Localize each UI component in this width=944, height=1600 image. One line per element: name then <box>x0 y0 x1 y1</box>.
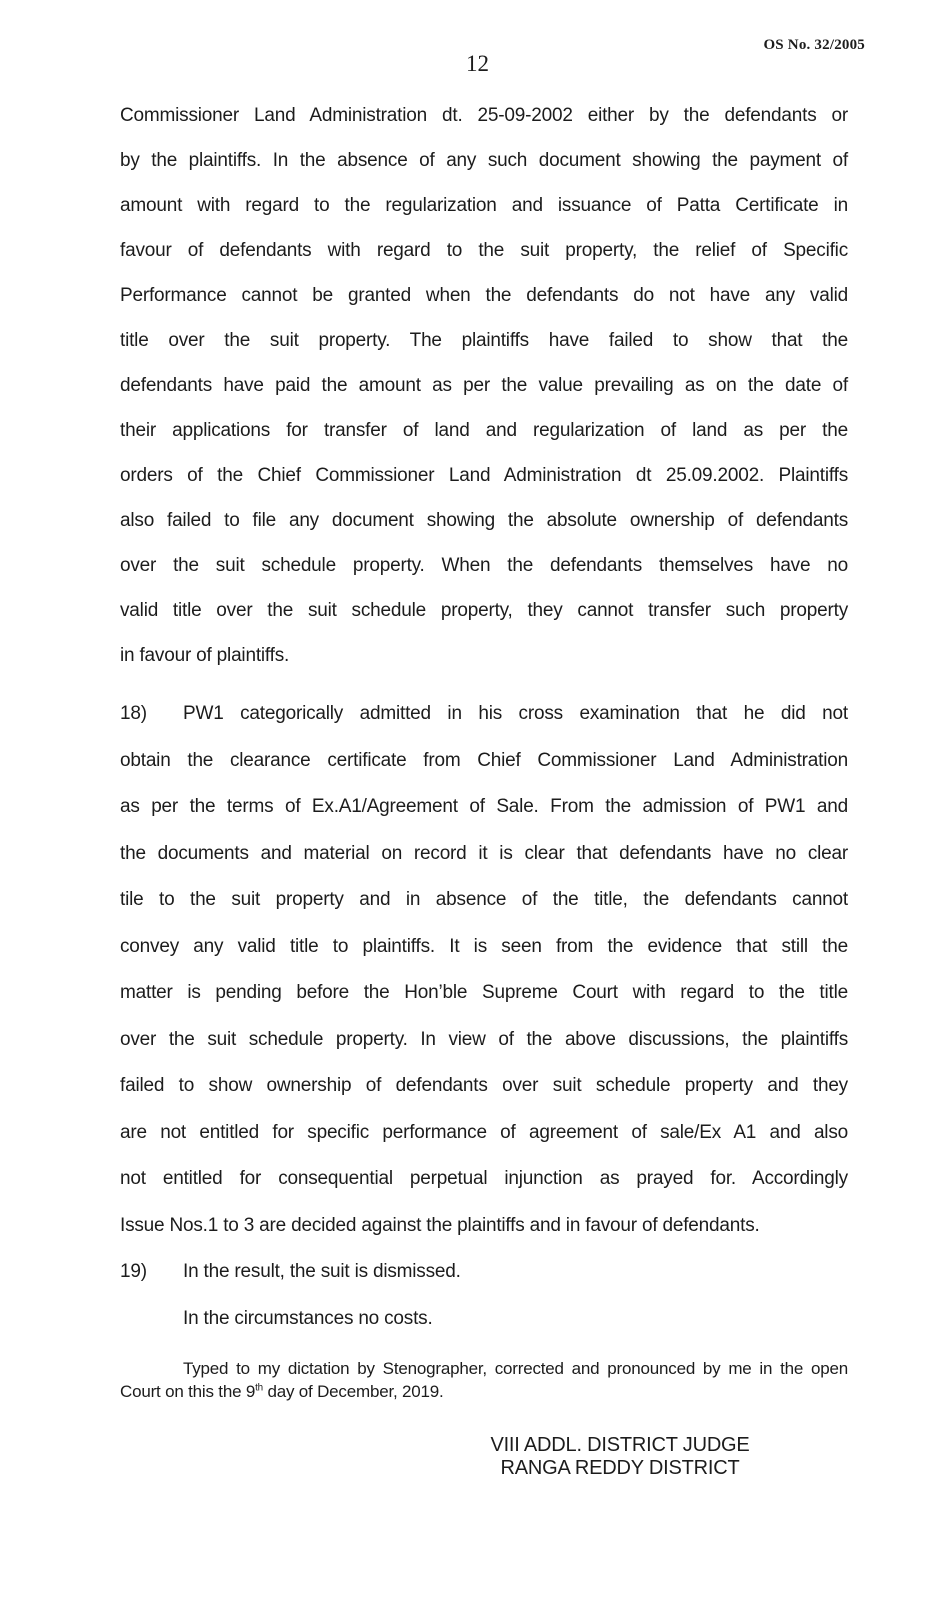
dictation-line-2-prefix: Court on this the 9 <box>120 1382 256 1401</box>
dictation-line-2 <box>120 1380 848 1403</box>
page-number: 12 <box>466 51 489 76</box>
paragraph-number: 19) <box>120 1261 147 1282</box>
text-line <box>120 738 848 785</box>
text-line <box>120 363 848 408</box>
text-line-content: are not entitled for specific performance of agreement of sale/Ex A1 and also <box>120 1121 848 1143</box>
text-line <box>120 1296 848 1343</box>
text-line-content: in favour of plaintiffs. <box>120 645 290 666</box>
text-line-content: over the suit schedule property. In view of the above discussions, the plaintiffs <box>120 1028 848 1050</box>
paragraph-continuation <box>120 93 848 678</box>
text-line-content: PW1 categorically admitted in his cross examination that he did not <box>183 703 848 724</box>
text-line <box>120 498 848 543</box>
text-line <box>120 1249 848 1296</box>
text-line <box>120 877 848 924</box>
text-line-content: favour of defendants with regard to the suit property, the relief of Specific <box>120 240 848 261</box>
judge-title: VIII ADDL. DISTRICT JUDGE <box>490 1434 750 1456</box>
text-line <box>120 633 848 678</box>
text-line <box>120 453 848 498</box>
text-line <box>120 1203 848 1250</box>
text-line-content: as per the terms of Ex.A1/Agreement of Sale. From the admission of PW1 and <box>120 796 848 817</box>
text-line <box>120 183 848 228</box>
district-title: RANGA REDDY DISTRICT <box>500 1457 740 1479</box>
signature-block <box>460 1434 780 1480</box>
text-line <box>120 408 848 453</box>
text-line-content: over the suit schedule property. When the defendants themselves have no <box>120 555 848 576</box>
text-line-content: Issue Nos.1 to 3 are decided against the plaintiffs and in favour of defendants. <box>120 1214 760 1236</box>
text-line <box>120 1063 848 1110</box>
text-line-content: failed to show ownership of defendants over suit schedule property and they <box>120 1075 848 1096</box>
text-line-content: tile to the suit property and in absence of the title, the defendants cannot <box>120 889 848 910</box>
dictation-line-2-suffix: day of December, 2019. <box>262 1382 444 1401</box>
text-line-content: not entitled for consequential perpetual injunction as prayed for. Accordingly <box>120 1168 848 1189</box>
text-line <box>120 588 848 633</box>
text-line-content: valid title over the suit schedule property, they cannot transfer such property <box>120 600 848 621</box>
text-line <box>120 691 848 738</box>
text-line-content: by the plaintiffs. In the absence of any such document showing the payment of <box>120 150 848 171</box>
text-line <box>120 543 848 588</box>
body-text <box>120 93 848 1403</box>
dictation-note <box>120 1357 848 1403</box>
paragraph-19 <box>120 1249 848 1342</box>
text-line <box>120 1017 848 1064</box>
text-line-content: matter is pending before the Hon’ble Supreme Court with regard to the title <box>120 982 848 1003</box>
text-line-content: convey any valid title to plaintiffs. It is seen from the evidence that still the <box>120 935 848 957</box>
text-line <box>120 924 848 971</box>
dictation-line-1: Typed to my dictation by Stenographer, corrected and pronounced by me in the open <box>183 1359 848 1378</box>
paragraph-number: 18) <box>120 703 147 724</box>
text-line <box>120 138 848 183</box>
text-line <box>120 1110 848 1157</box>
text-line-content: amount with regard to the regularization and issuance of Patta Certificate in <box>120 195 848 216</box>
text-line <box>120 318 848 363</box>
text-line-content: their applications for transfer of land and regularization of land as per the <box>120 420 848 441</box>
text-line <box>120 970 848 1017</box>
text-line-content: In the circumstances no costs. <box>183 1307 433 1329</box>
text-line <box>120 1156 848 1203</box>
ordinal-superscript: th <box>255 1382 263 1394</box>
paragraph-18 <box>120 691 848 1249</box>
text-line-content: Performance cannot be granted when the defendants do not have any valid <box>120 285 848 306</box>
text-line-content: orders of the Chief Commissioner Land Administration dt 25.09.2002. Plaintiffs <box>120 465 848 486</box>
text-line-content: title over the suit property. The plaintiffs have failed to show that the <box>120 330 848 351</box>
text-line-content: obtain the clearance certificate from Chief Commissioner Land Administration <box>120 749 848 771</box>
paragraph-number <box>120 1296 183 1343</box>
text-line-content: defendants have paid the amount as per the value prevailing as on the date of <box>120 375 848 396</box>
case-number: OS No. 32/2005 <box>763 37 865 53</box>
text-line <box>120 93 848 138</box>
text-line <box>120 273 848 318</box>
text-line-content: also failed to file any document showing the absolute ownership of defendants <box>120 510 848 531</box>
text-line-content: In the result, the suit is dismissed. <box>183 1261 461 1282</box>
text-line-content: Commissioner Land Administration dt. 25-09-2002 either by the defendants or <box>120 105 848 126</box>
text-line <box>120 831 848 878</box>
text-line-content: the documents and material on record it is clear that defendants have no clear <box>120 842 848 864</box>
text-line <box>120 228 848 273</box>
text-line <box>120 784 848 831</box>
